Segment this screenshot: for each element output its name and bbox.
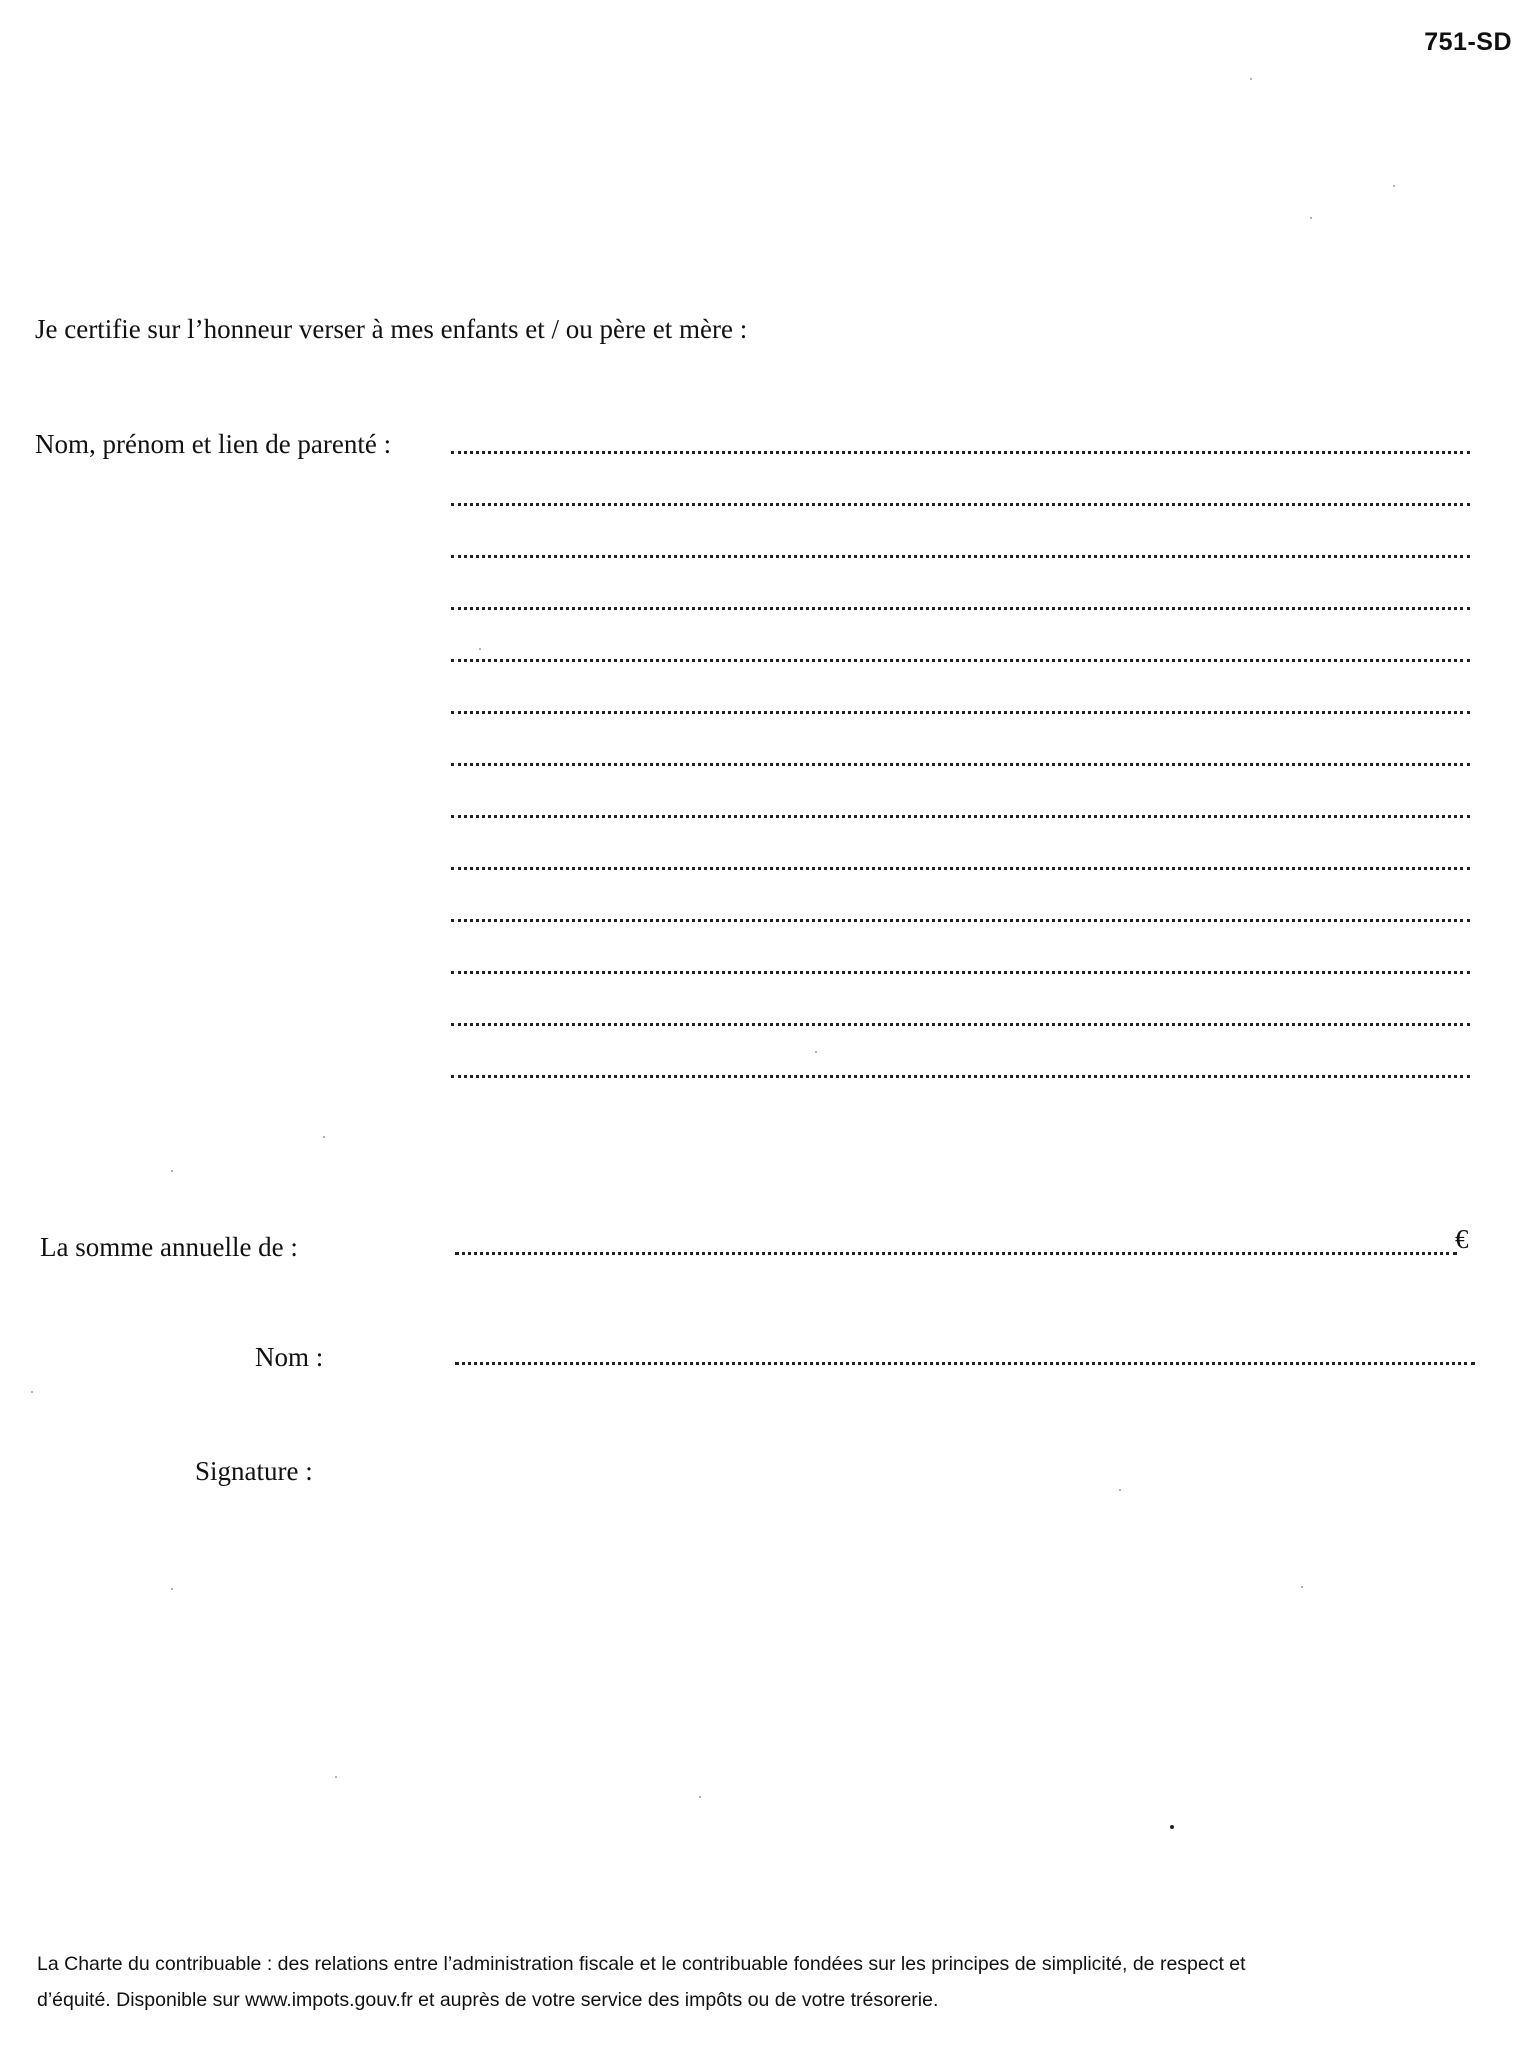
beneficiaries-line[interactable] bbox=[451, 763, 1470, 766]
beneficiaries-line[interactable] bbox=[451, 1023, 1470, 1026]
beneficiaries-line[interactable] bbox=[451, 503, 1470, 506]
scan-speck bbox=[1250, 78, 1252, 80]
beneficiaries-line[interactable] bbox=[451, 971, 1470, 974]
beneficiaries-label: Nom, prénom et lien de parenté : bbox=[35, 429, 392, 459]
scan-speck bbox=[171, 1170, 173, 1172]
scan-speck bbox=[323, 1136, 325, 1138]
scan-speck bbox=[1393, 185, 1395, 187]
beneficiaries-line[interactable] bbox=[451, 555, 1470, 558]
scan-speck bbox=[31, 1391, 33, 1393]
footer-line-2: d’équité. Disponible sur www.impots.gouv.fr et auprès de votre service des impôts ou de votre trésorerie. bbox=[37, 1989, 939, 2011]
annual-amount-line[interactable] bbox=[455, 1252, 1457, 1255]
beneficiaries-line[interactable] bbox=[451, 451, 1470, 454]
annual-amount-label: La somme annuelle de : bbox=[40, 1232, 298, 1262]
scan-speck bbox=[171, 1588, 173, 1590]
euro-symbol: € bbox=[1455, 1224, 1469, 1254]
name-line[interactable] bbox=[455, 1362, 1475, 1365]
footer-notice bbox=[37, 1946, 1517, 2018]
certification-statement: Je certifie sur l’honneur verser à mes enfants et / ou père et mère : bbox=[35, 314, 748, 344]
signature-area[interactable] bbox=[455, 1440, 1475, 1560]
beneficiaries-line[interactable] bbox=[451, 711, 1470, 714]
scan-speck bbox=[1119, 1489, 1121, 1491]
beneficiaries-line[interactable] bbox=[451, 1075, 1470, 1078]
beneficiaries-line[interactable] bbox=[451, 919, 1470, 922]
beneficiaries-line[interactable] bbox=[451, 607, 1470, 610]
scan-speck bbox=[1310, 217, 1312, 219]
beneficiaries-line[interactable] bbox=[451, 867, 1470, 870]
form-code: 751-SD bbox=[1424, 28, 1512, 56]
beneficiaries-line[interactable] bbox=[451, 815, 1470, 818]
scan-speck bbox=[335, 1776, 337, 1778]
scan-speck bbox=[479, 648, 481, 650]
name-label: Nom : bbox=[255, 1342, 324, 1372]
footer-line-1: La Charte du contribuable : des relations entre l’administration fiscale et le contribuable fondées sur les principes de simplicité, de respect et bbox=[37, 1953, 1246, 1975]
scan-speck bbox=[1170, 1825, 1174, 1829]
signature-label: Signature : bbox=[195, 1456, 313, 1486]
scan-speck bbox=[1301, 1586, 1303, 1588]
scan-speck bbox=[699, 1796, 701, 1798]
scan-speck bbox=[815, 1051, 817, 1053]
beneficiaries-line[interactable] bbox=[451, 659, 1470, 662]
